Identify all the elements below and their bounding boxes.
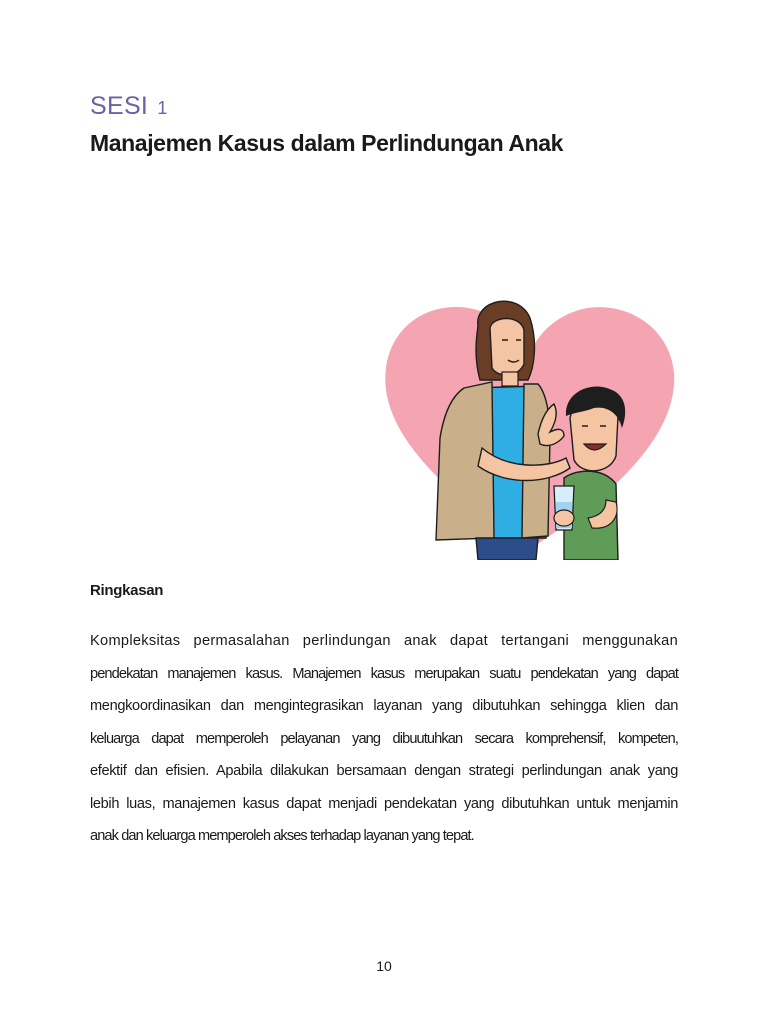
summary-line: keluarga dapat memperoleh pelayanan yang dibuutuhkan secara komprehensif, kompeten,: [90, 730, 678, 747]
summary-line: pendekatan manajemen kasus. Manajemen kasus merupakan suatu pendekatan yang dapat: [90, 665, 678, 682]
page-title: Manajemen Kasus dalam Perlindungan Anak: [90, 130, 564, 156]
session-number: 1: [157, 98, 168, 118]
page-number: 10: [376, 958, 392, 974]
session-label: [90, 92, 168, 121]
summary-line: efektif dan efisien. Apabila dilakukan bersamaan dengan strategi perlindungan anak yang: [90, 763, 678, 779]
summary-paragraph: [90, 625, 678, 853]
summary-heading: Ringkasan: [90, 582, 164, 599]
woman-and-child-heart-illustration: [378, 288, 678, 560]
summary-line: mengkoordinasikan dan mengintegrasikan layanan yang dibutuhkan sehingga klien dan: [90, 698, 678, 714]
summary-line: anak dan keluarga memperoleh akses terhadap layanan yang tepat.: [90, 828, 474, 844]
summary-line: Kompleksitas permasalahan perlindungan anak dapat tertangani menggunakan: [90, 633, 678, 649]
summary-line: lebih luas, manajemen kasus dapat menjadi pendekatan yang dibutuhkan untuk menjamin: [90, 795, 678, 812]
session-label-text: SESI: [90, 92, 149, 120]
